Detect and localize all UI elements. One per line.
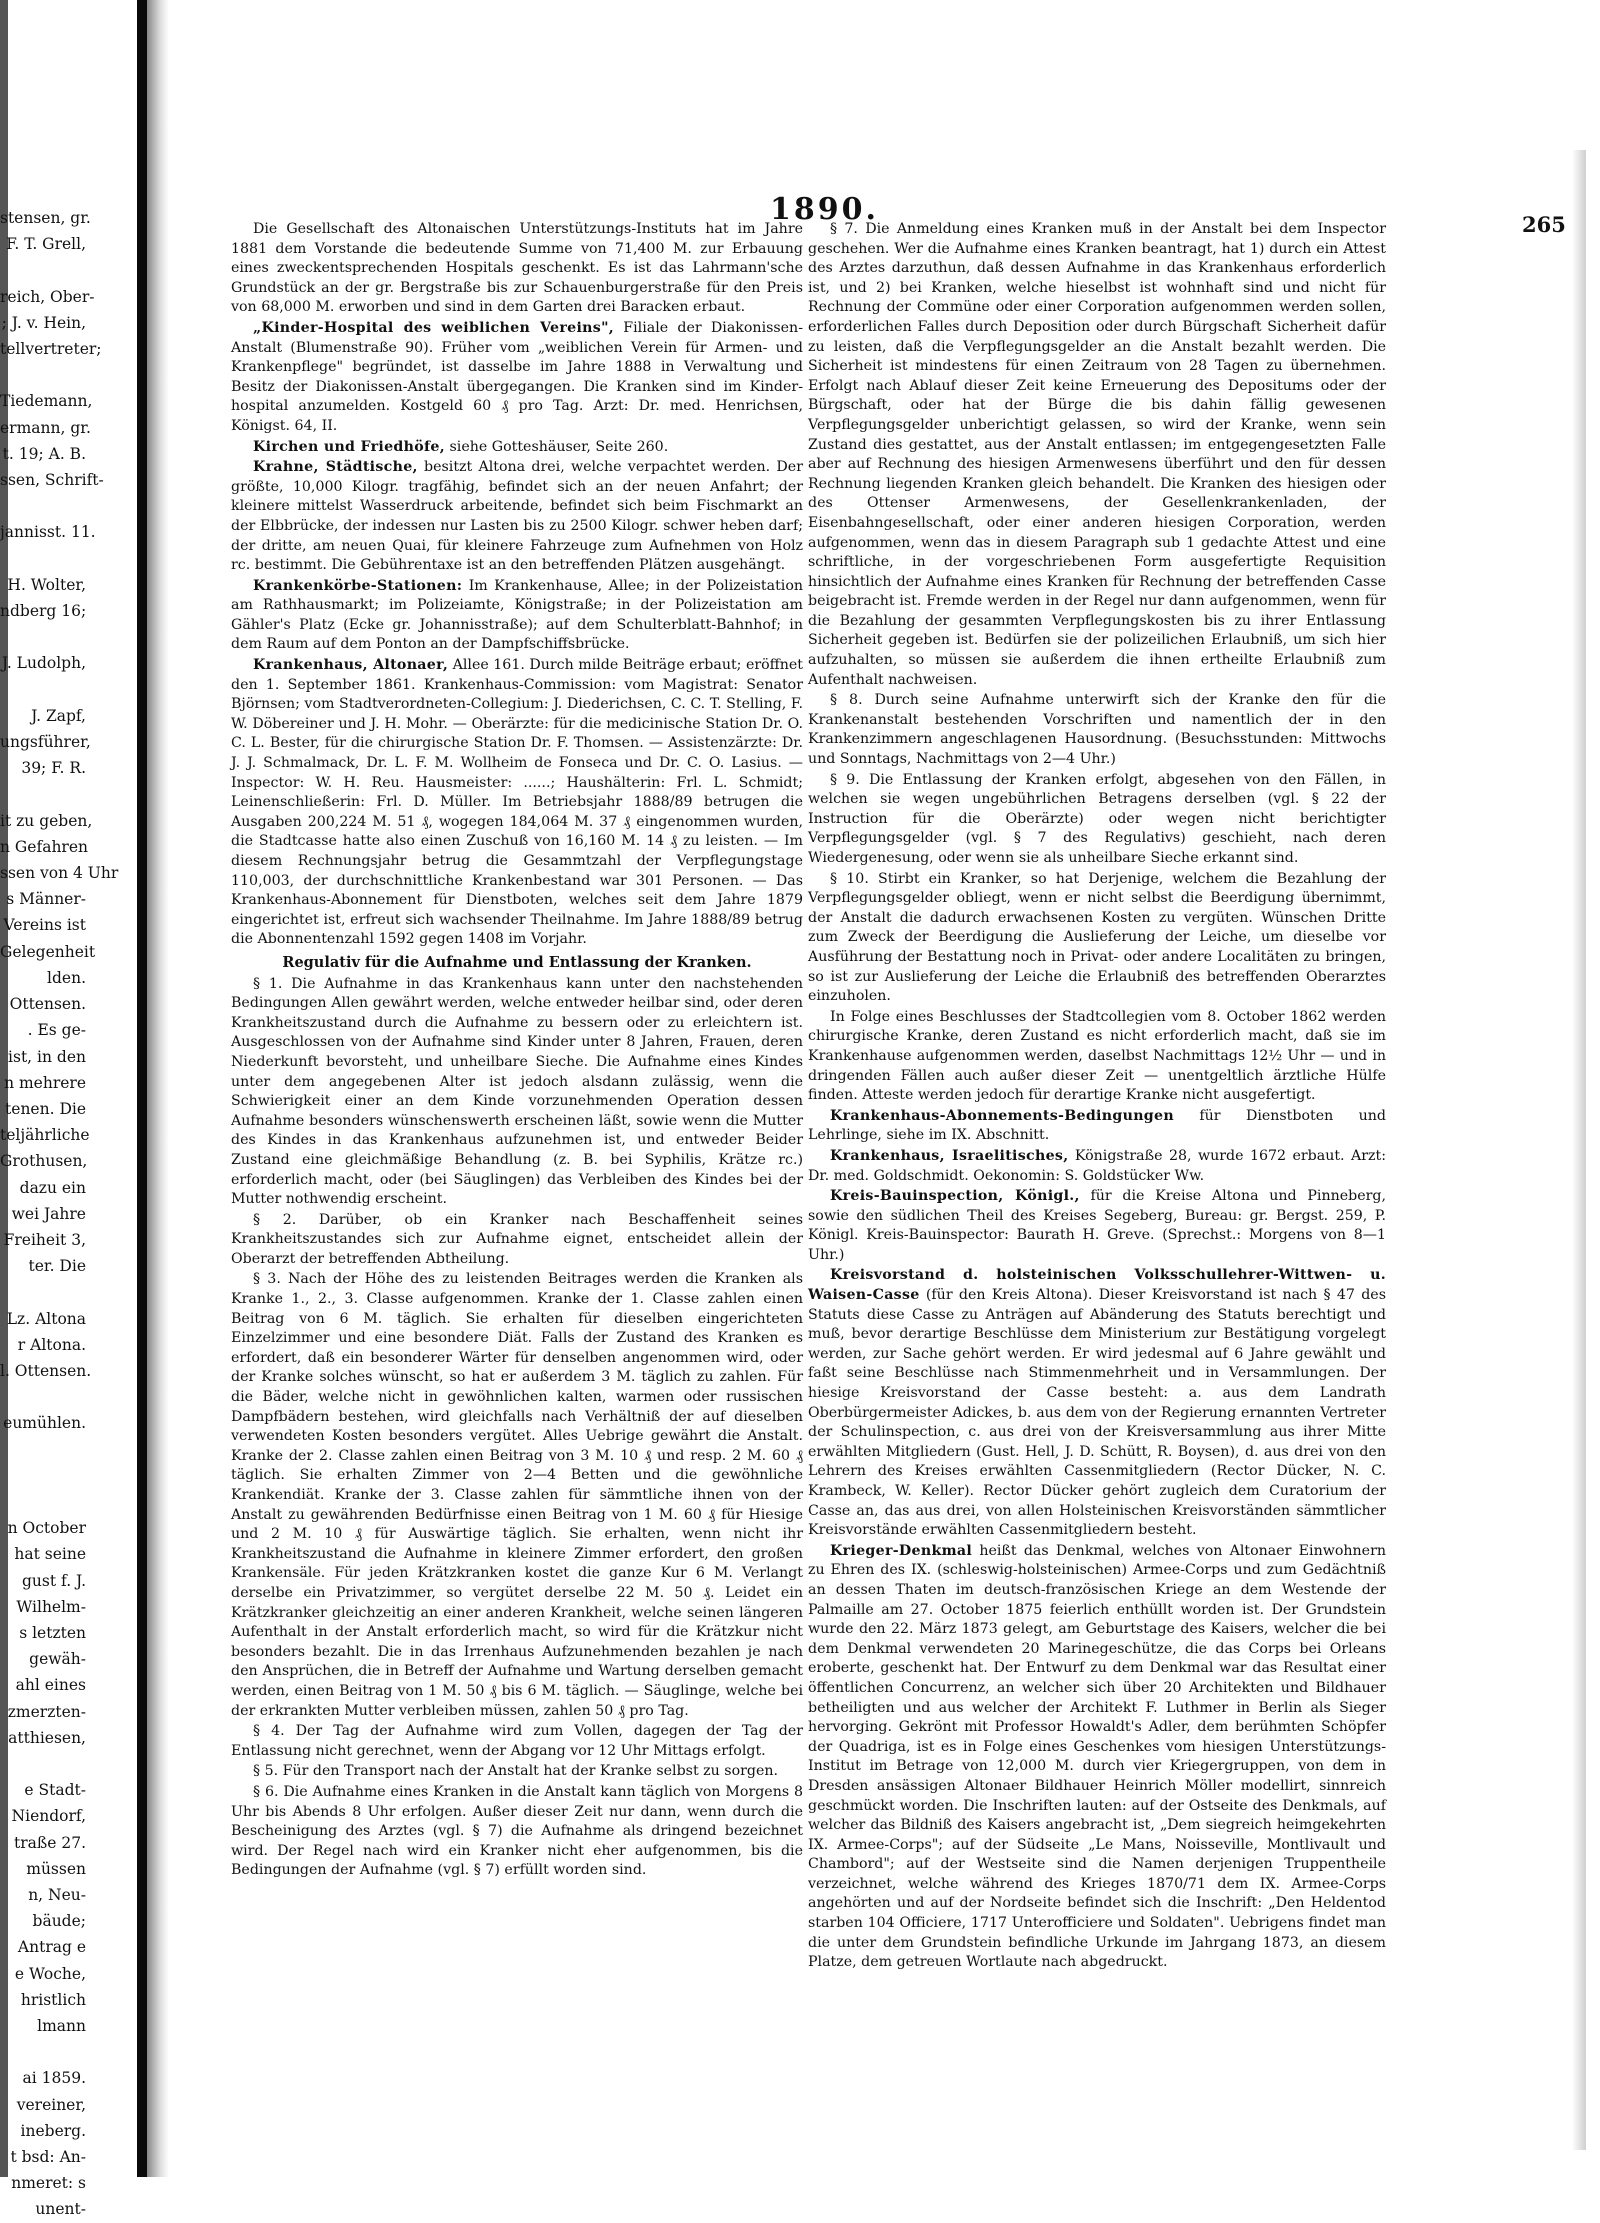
previous-page-line: stensen, gr. [0,209,91,227]
entry-heading: Krieger-Denkmal [830,1542,973,1559]
regulativ-paragraph-6: § 6. Die Aufnahme eines Kranken in die Anstalt kann täglich von Morgens 8 Uhr bis Abends 8 Uhr erfolgen. Außer dieser Zeit nur dann, wenn durch die Bescheinigung des Arztes (vgl. § 7) die Aufnahme als dringend bezeichnet wird. Der Regel nach wird ein Kranker nicht eher aufgenommen, bis die Bedingungen der Aufnahme (vgl. § 7) erfüllt worden sind. [231,1783,803,1879]
previous-page-line: unent- [35,2200,86,2219]
previous-page-line: e Stadt- [24,1781,86,1800]
entry-heading: Krankenkörbe-Stationen: [253,577,463,594]
book-gutter [137,0,147,2177]
previous-page-line: e Woche, [14,1964,86,1983]
entry-text: besitzt Altona drei, welche verpachtet werden. Der größte, 10,000 Kilogr. tragfähig, befindet sich an der neuen Anfahrt; der kleinere mittelst Wasserdruck arbeitende, befindet sich beim Fischmarkt an der Elbbrücke, der indessen nur Lasten bis zu 2500 Kilogr. schwer heben darf; der dritte, am neuen Quai, für kleinere Fahrzeuge zum Aufnehmen von Holz rc. bestimmt. Die Gebührentaxe ist an den betreffenden Plätzen ausgehängt. [231,459,803,574]
previous-page-line [0,2039,86,2065]
previous-page-line [0,677,86,703]
krahne-entry [231,458,803,576]
previous-page-line [0,1437,86,1463]
previous-page-line: wei Jahre [11,1204,86,1223]
regulativ-paragraph-9: § 9. Die Entlassung der Kranken erfolgt, abgesehen von den Fällen, in welchen sie wegen ungebührlichen Betragens derselben (vgl. § 22 der Instruction für die Oberärzte) oder wegen nicht berichtigter Verpflegungsgelder (vgl. § 7 des Regulativs) geschieht, nach deren Wiedergenesung, oder wenn sie als unheilbare Sieche erkannt sind. [808,771,1386,866]
regulativ-paragraph-5: § 5. Für den Transport nach der Anstalt hat der Kranke selbst zu sorgen. [253,1763,779,1780]
previous-page-line: s letzten [19,1623,86,1642]
previous-page-line: nmeret: s [11,2174,86,2193]
entry-text: Allee 161. Durch milde Beiträge erbaut; eröffnet den 1. September 1861. Krankenhaus-Commission: vom Magistrat: Senator Björnsen; vom Stadtverordneten-Collegium: J. Diederichsen, C. C. T. Stelling, F. W. Döbereiner und J. H. Mohr. — Oberärzte: für die medicinische Station Dr. O. C. L. Bester, für die chirurgische Station Dr. F. Thomsen. — Assistenzärzte: Dr. J. J. Schmalmack, Dr. L. F. M. Wollheim de Fonseca und Dr. C. O. Lasius. — Inspector: W. H. Reu. Hausmeister: ......; Haushälterin: Frl. L. Schmidt; Leinenschließerin: Frl. D. Müller. Im Betriebsjahr 1888/89 betrugen die Ausgaben 200,224 M. 51 ₰, wogegen 184,064 M. 37 ₰ eingenommen wurden, die Stadtcasse hatte also einen Zuschuß von 16,160 M. 14 ₰ zu leisten. — Im diesem Rechnungsjahr betrug die Gesammtzahl der Verpflegungstage 110,003, der durchschnittliche Krankenbestand war 301 Personen. — Das Krankenhaus-Abonnement für Dienstboten, welches seit dem Jahre 1879 eingerichtet ist, erfreut sich wachsender Theilnahme. Im Jahre 1888/89 betrug die Abonnentenzahl 1592 gegen 1408 im Vorjahr. [231,657,803,948]
previous-page-line: Niendorf, [11,1807,86,1826]
previous-page-line: l. Ottensen. [0,1361,92,1380]
previous-page-line [0,1384,86,1410]
previous-page-line: Freiheit 3, [3,1230,86,1249]
previous-page-line: F. T. Grell, [6,235,86,254]
israelitisches-krankenhaus-entry [808,1147,1386,1186]
entry-heading: Krankenhaus, Altonaer, [253,657,449,674]
previous-page-line: Gelegenheit [0,942,96,961]
previous-page-line: eumühlen. [3,1414,86,1433]
previous-page-line: dazu ein [19,1178,86,1197]
regulativ-paragraph-8: § 8. Durch seine Aufnahme unterwirft sich der Kranke den für die Krankenanstalt bestehenden Vorschriften und namentlich der in den Krankenzimmern angeschlagenen Hausordnung. (Besuchsstunden: Mittwochs und Sonntags, Nachmittags von 2—4 Uhr.) [808,692,1386,768]
entry-text: heißt das Denkmal, welches von Altonaer Einwohnern zu Ehren des IX. (schleswig-holsteinischen) Armee-Corps und zum Gedächtniß an dessen Thaten im deutsch-französischen Kriege an dem Westende der Palmaille am 27. October 1875 feierlich enthüllt worden ist. Der Grundstein wurde den 22. März 1873 gelegt, am Geburtstage des Kaisers, welcher die bei dem Denkmal verwendeten 20 Marinegeschütze, die das Corps bei Orleans eroberte, geschenkt hat. Der Entwurf zu dem Denkmal war das Resultat einer öffentlichen Concurrenz, an welcher sich über 20 Architekten und Bildhauer betheiligten und aus welcher der Architekt F. Luthmer in Berlin als Sieger hervorging. Gekrönt mit Professor Howaldt's Adler, dem berühmten Schöpfer der Quadriga, ist es in Folge eines Geschenkes vom hiesigen Unterstützungs-Institut im Betrage von 12,000 M. durch vier Kriegergruppen, von dem in Dresden ansässigen Altonaer Bildhauer Heinrich Möller modellirt, sinnreich geschmückt worden. Die Inschriften lauten: auf der Ostseite des Denkmals, auf welcher das Bildniß des Kaisers angebracht ist, „Dem siegreich heimgekehrten IX. Armee-Corps"; auf der Südseite „Le Mans, Noisseville, Montlivault und Chambord"; auf der Westseite sind die Namen derjenigen Truppentheile verzeichnet, welche während des Krieges 1870/71 dem IX. Armee-Corps angehörten und auf der Nordseite befindet sich die Inschrift: „Den Heldentod starben 104 Officiere, 1717 Unterofficiere und Soldaten". Uebrigens findet man die unter dem Grundstein befindliche Urkunde im Jahrgang 1873, an diesem Platze, dem getreuen Wortlaute nach abgedruckt. [808,1542,1386,1971]
previous-page-line: r Altona. [17,1335,86,1354]
entry-heading: Kreisvorstand d. holsteinischen Volksschullehrer-Wittwen- u. Waisen-Casse [808,1267,1386,1304]
previous-page-line: Vereins ist [3,916,86,935]
gutter-shadow [147,0,169,2177]
regulativ-paragraph-4: § 4. Der Tag der Aufnahme wird zum Vollen, dagegen der Tag der Entlassung nicht gerechnet, wenn der Abgang vor 12 Uhr Mittags erfolgt. [231,1723,803,1759]
previous-page-line: ahl eines [15,1676,86,1695]
abonnement-entry [808,1107,1386,1146]
previous-page-line: s Männer- [6,890,86,909]
previous-page-line: ssen, Schrift- [0,471,104,490]
previous-page-line: tenen. Die [5,1099,86,1118]
entry-text: für die Kreise Altona und Pinneberg, sowie den südlichen Theil des Kreises Segeberg, Bureau: gr. Bergst. 259, P. Königl. Kreis-Bauinspector: Baurath H. Greve. (Sprechst.: Morgens von 8—1 Uhr.) [808,1188,1386,1263]
right-text-column [808,220,1386,1974]
entry-text: für Dienstboten und Lehrlinge, siehe im IX. Abschnitt. [808,1107,1386,1144]
krankenhaus-altona-entry [231,656,803,950]
regulativ-paragraph-7: § 7. Die Anmeldung eines Kranken muß in der Anstalt bei dem Inspector geschehen. Wer die Aufnahme eines Kranken beantragt, hat 1) durch ein Attest des Arztes darzuthun, daß dessen Aufnahme in das Krankenhaus erforderlich ist, und 2) bei Kranken, welche hieselbst ist wohnhaft sind und nicht für Rechnung der Commüne oder einer Corporation aufgenommen werden sollen, erforderlichen Falles durch Deposition oder durch Bürgschaft Sicherheit dafür zu leisten, daß die Verpflegungsgelder an die Anstalt bezahlt werden. Die Sicherheit ist mindestens für einen Zeitraum von 28 Tagen zu übernehmen. Erfolgt nach Ablauf dieser Zeit keine Erneuerung des Depositums oder der Bürgschaft, oder hat der Bürge die bis dahin fällig gewesenen Verpflegungsgelder unberichtigt gelassen, so wird der Kranke, wenn sein Zustand dies gestattet, aus der Anstalt entlassen; im entgegengesetzten Falle aber auf Rechnung des hiesigen Armenwesens überführt und den für dessen Rechnung liegenden Kranken gleich behandelt. Die Kranken des hiesigen oder des Ottenser Armenwesens, der Gesellenkrankenladen, der Eisenbahngesellschaft, oder einer anderen hiesigen Corporation, werden aufgenommen, wenn das in diesem Paragraph sub 1 gedachte Attest und eine schriftliche, in der vorgeschriebenen Form ausgefertigte Requisition hinsichtlich der Aufnahme eines Kranken für Rechnung der betreffenden Casse beigebracht ist. Fremde werden in der Regel nur dann aufgenommen, wenn für die Bezahlung der gesammten Verpflegungskosten bis zu ihrer Entlassung Sicherheit gegeben ist. Bedürfen sie der polizeilichen Erlaubniß, um sich hier aufzuhalten, so müssen sie außerdem die ihnen ertheilte Erlaubniß zum Aufenthalt nachweisen. [808,221,1386,688]
previous-page-line: ; J. v. Hein, [1,313,86,332]
regulativ-paragraph-2: § 2. Darüber, ob ein Kranker nach Beschaffenheit seines Krankheitszustandes sich zur Aufnahme eignet, entscheidet allein der Oberarzt der betreffenden Abtheilung. [231,1211,803,1267]
previous-page-line [0,624,86,650]
krieger-denkmal-entry [808,1542,1386,1973]
previous-page-line: gewäh- [29,1650,86,1669]
entry-text: Filiale der Diakonissen-Anstalt (Blumenstraße 90). Früher vom „weiblichen Verein für Armen- und Krankenpflege" begründet, ist dasselbe im Jahre 1888 in Verwaltung und Besitz der Diakonissen-Anstalt übergegangen. Die Kranken sind im Kinder-hospital anzumelden. Kostgeld 60 ₰ pro Tag. Arzt: Dr. med. Henrichsen, Königst. 64, II. [231,319,803,434]
previous-page-line [0,1463,86,1489]
stadtcollegien-paragraph: In Folge eines Beschlusses der Stadtcollegien vom 8. October 1862 werden chirurgische Kranke, deren Zustand es nicht erforderlich macht, daß sie im Krankenhause aufgenommen werden, daselbst Nachmittags 12½ Uhr — und in dringenden Fällen auch außer dieser Zeit — unentgeltlich ärztliche Hülfe finden. Atteste werden jedoch für derartige Kranke nicht ausgefertigt. [808,1008,1386,1104]
kreisvorstand-entry [808,1266,1386,1540]
hospital-intro-paragraph: Die Gesellschaft des Altonaischen Unterstützungs-Instituts hat im Jahre 1881 dem Vorstande die bedeutende Summe von 71,400 M. zur Erbauung eines zweckentsprechenden Hospitals geschenkt. Es ist das Lahrmann'sche Grundstück an der gr. Bergstraße bis zur Schauenburgerstraße für den Preis von 68,000 M. erworben und sind in dem Garten drei Baracken erbaut. [231,221,803,316]
previous-page-line: n October [7,1519,86,1538]
previous-page-line: Ottensen. [9,995,86,1014]
previous-page-line: ter. Die [28,1257,86,1276]
previous-page-line: hristlich [20,1990,86,2009]
previous-page-line: jannisst. 11. [0,523,96,542]
kirchen-entry [231,438,803,458]
kreis-bauinspection-entry [808,1187,1386,1265]
previous-page-line: J. Ludolph, [1,654,86,673]
previous-page-line: Wilhelm- [16,1597,86,1616]
entry-heading: Kirchen und Friedhöfe, [253,438,445,455]
entry-heading: „Kinder-Hospital des weiblichen Vereins", [253,319,615,336]
previous-page-line: n mehrere [4,1073,86,1092]
regulativ-paragraph-1: § 1. Die Aufnahme in das Krankenhaus kann unter den nachstehenden Bedingungen Allen gewährt werden, welche entweder heilbar sind, oder deren Krankheitszustand durch die Aufnahme zu bessern oder zu erleichtern ist. Ausgeschlossen von der Aufnahme sind Kinder unter 8 Jahren, Frauen, deren Niederkunft bevorsteht, und unheilbare Sieche. Die Aufnahme eines Kindes unter dem angegebenen Alter ist jedoch alsdann zulässig, wenn die Schwierigkeit einer an dem Kinde vorzunehmenden Operation dessen Aufnahme besonders wünschenswerth erscheinen läßt, sowie wenn die Mutter des Kindes in das Krankenhaus aufzunehmen ist, und entweder Beider Zustand eine gleichmäßige Behandlung (z. B. bei Syphilis, Krätze rc.) erforderlich macht, oder (bei Säuglingen) das Verbleiben des Kindes bei der Mutter nothwendig erscheint. [231,975,803,1208]
previous-page-line [0,493,86,519]
krankenkoerbe-entry [231,577,803,655]
previous-page-line: bäude; [32,1912,86,1931]
previous-page-line: müssen [26,1859,86,1878]
previous-page-line: n Gefahren [0,837,88,856]
previous-page-line: gust f. J. [22,1571,86,1590]
previous-page-line: it zu geben, [0,811,93,830]
previous-page-line: J. Zapf, [31,706,86,725]
previous-page-line: H. Wolter, [7,575,86,594]
previous-page-line: ist, in den [8,1047,86,1066]
entry-heading: Kreis-Bauinspection, Königl., [830,1188,1080,1205]
previous-page-line: vereiner, [16,2095,86,2114]
previous-page-line: Lz. Altona [6,1309,86,1328]
previous-page-line: traße 27. [14,1833,86,1852]
previous-page-line: zmerzten- [7,1702,86,1721]
previous-page-line [0,257,86,283]
previous-page-line: 39; F. R. [21,759,86,778]
previous-page-line: ermann, gr. [0,418,91,437]
previous-page-line: hat seine [14,1545,86,1564]
page-edge-shadow [1572,150,1586,2150]
previous-page-line: lden. [47,968,86,987]
previous-page-line [0,1751,86,1777]
previous-page-line: teljährliche [0,1126,90,1145]
entry-heading: Krahne, Städtische, [253,459,418,476]
previous-page-line: Grothusen, [0,1152,88,1171]
page-number: 265 [1522,212,1566,237]
previous-page-line [0,362,86,388]
previous-page-line: . Es ge- [27,1021,86,1040]
regulativ-paragraph-10: § 10. Stirbt ein Kranker, so hat Derjenige, welchem die Bezahlung der Verpflegungsgelder obliegt, wenn er nicht selbst die Beerdigung übernimmt, der Anstalt die dadurch erwachsenen Kosten zu vergüten. Wünschen Dritte zum Zweck der Beerdigung die Auslieferung der Leiche, um dieselbe vor Ausführung der Bestattung noch in Privat- oder andere Localitäten zu bringen, so ist zur Auslieferung der Leiche die Erlaubniß des betreffenden Oberarztes einzuholen. [808,870,1386,1005]
page-year-header: 1890. [770,192,879,227]
previous-page-line: lmann [37,2017,86,2036]
entry-text: (für den Kreis Altona). Dieser Kreisvorstand ist nach § 47 des Statuts diese Casse zu Anträgen auf Abänderung des Statuts berechtigt und muß, bevor derartige Beschlüsse dem Ministerium zur Bestätigung vorgelegt werden, zur Sache gehört werden. Er wird jedesmal auf 6 Jahre gewählt und faßt seine Beschlüsse nach Stimmenmehrheit und in Versammlungen. Der hiesige Kreisvorstand der Casse besteht: a. aus dem Landrath Oberbürgermeister Adickes, b. aus dem von der Regierung ernannten Vertreter der Schulinspection, c. aus drei von der Kreisversammlung aus ihrer Mitte erwählten Mitgliedern (Gust. Hell, J. D. Schütt, R. Boysen), d. aus drei von den Lehrern des Kreises erwählten Cassenmitgliedern (Rector Dücker, N. C. Krambeck, W. Keller). Rector Dücker gehört zugleich dem Curatorium der Casse an, das aus drei, von allen Holsteinischen Kreisvorständen sämmtlicher Kreisvorstände erwählten Cassenmitgliedern besteht. [808,1287,1386,1539]
previous-page-line: Antrag e [17,1938,86,1957]
previous-page-fragment-column [0,205,119,2223]
previous-page-line: n, Neu- [28,1886,86,1904]
previous-page-line: ai 1859. [22,2069,86,2088]
previous-page-line: ungsführer, [0,733,91,752]
regulativ-paragraph-3: § 3. Nach der Höhe des zu leistenden Beitrages werden die Kranken als Kranke 1., 2., 3. Classe aufgenommen. Kranke der 1. Classe zahlen einen Beitrag von 6 M. täglich. Sie erhalten für dieselben eingerichteten Einzelzimmer und eine besondere Diät. Falls der Zustand des Kranken es erfordert, daß ein besonderer Wärter für denselben angenommen wird, oder der Kranke solches wünscht, so hat er außerdem 3 M. täglich zu zahlen. Für die Bäder, welche nicht in gewöhnlichen kalten, warmen oder russischen Dampfbädern bestehen, wird gleichfalls nach Verhältniß der auf dieselben verwendeten Kosten besonders vergütet. Alles Uebrige gewährt die Anstalt. Kranke der 2. Classe zahlen einen Beitrag von 3 M. 10 ₰ und resp. 2 M. 60 ₰ täglich. Sie erhalten Zimmer von 2—4 Betten und die gewöhnliche Krankendiät. Kranke der 3. Classe zahlen für sämmtliche ihnen von der Anstalt zu gewährenden Bedürfnisse einen Beitrag von 1 M. 60 ₰ für Hiesige und 2 M. 10 ₰ für Auswärtige täglich. Sie erhalten, wenn nicht ihr Krankheitszustand die Aufnahme in kleinere Zimmer erfordert, den großen Krankensäle. Für jeden Krätzkranken kostet die ganze Kur 6 M. Verlangt derselbe ein Privatzimmer, so vergütet derselbe 22 M. 50 ₰. Leidet ein Krätzkranker gleichzeitig an einer anderen Krankheit, welche seinen längeren Aufenthalt in der Anstalt erforderlich macht, so wird für die Krätzkur nicht besonders bezahlt. Die in das Irrenhaus Aufzunehmenden bezahlen je nach den Ansprüchen, die in Betreff der Aufnahme und Wartung derselben gemacht werden, einen Beitrag von 1 M. 50 ₰ bis 6 M. täglich. — Säuglinge, welche bei der erkrankten Mutter verbleiben müssen, zahlen 50 ₰ pro Tag. [231,1271,803,1719]
previous-page-line [0,781,86,807]
previous-page-line: t. 19; A. B. [2,444,86,463]
previous-page-line: tellvertreter; [0,340,102,359]
previous-page-line: ndberg 16; [0,602,87,621]
previous-page-line: Tiedemann, [0,392,93,411]
previous-page-line: t bsd: An- [10,2148,86,2167]
previous-page-line [0,546,86,572]
previous-page-line: ineberg. [20,2121,86,2140]
entry-text: Königstraße 28, wurde 1672 erbaut. Arzt: Dr. med. Goldschmidt. Oekonomin: S. Goldstücker Ww. [808,1147,1386,1184]
entry-heading: Krankenhaus, Israelitisches, [830,1147,1069,1164]
left-text-column [231,220,803,1882]
previous-page-line: reich, Ober- [0,287,95,306]
regulativ-title: Regulativ für die Aufnahme und Entlassung der Kranken. [282,953,752,971]
previous-page-line [0,1489,86,1515]
entry-text: siehe Gotteshäuser, Seite 260. [445,438,669,455]
previous-page-line: atthiesen, [8,1728,86,1747]
entry-heading: Krankenhaus-Abonnements-Bedingungen [830,1107,1174,1124]
previous-page-line: ssen von 4 Uhr [0,864,119,883]
kinder-hospital-entry [231,319,803,437]
entry-text: Im Krankenhause, Allee; in der Polizeistation am Rathhausmarkt; im Polizeiamte, Königstraße; in der Polizeistation am Gähler's Platz (Ecke gr. Johannisstraße); auf dem Schulterblatt-Bahnhof; in dem Raum auf dem Ponton an der Dampfschiffsbrücke. [231,577,803,653]
previous-page-line [0,1279,86,1305]
